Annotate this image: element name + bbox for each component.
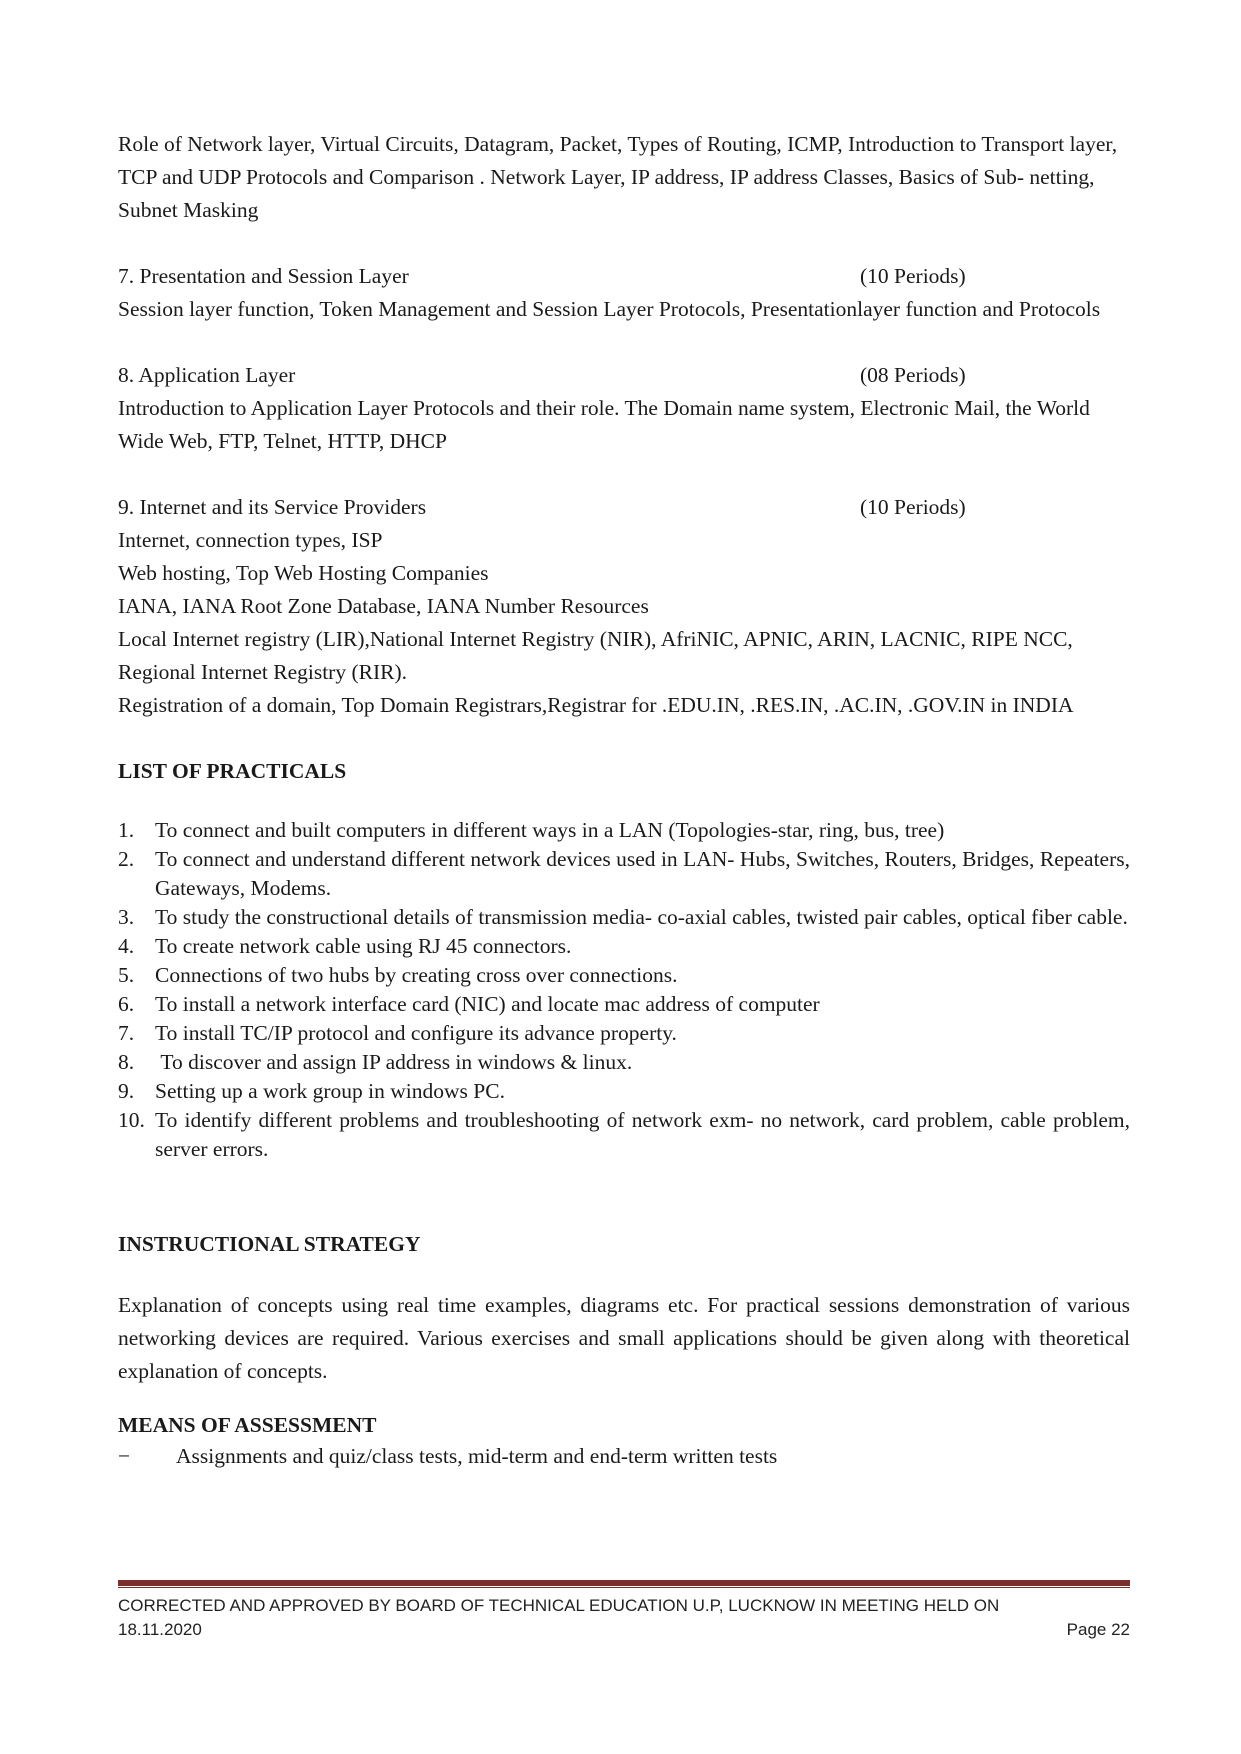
item-number: 4. [118,934,135,958]
dash-bullet: − [118,1444,131,1468]
list-item [118,816,1130,845]
topic-title: 9. Internet and its Service Providers [118,495,427,519]
item-number: 9. [118,1079,135,1103]
topic-periods: (10 Periods) [860,264,966,288]
item-text: Connections of two hubs by creating cross over connections. [155,963,678,987]
item-text: To discover and assign IP address in windows & linux. [155,1050,633,1074]
topic-title: 7. Presentation and Session Layer [118,264,409,288]
topic-content-line: Internet, connection types, ISP [118,528,383,552]
topic-content-line: Local Internet registry (LIR),National Internet Registry (NIR), AfriNIC, APNIC, ARIN, LACNIC, RIPE NCC, Regional Internet Registry (RIR). [118,627,1073,684]
item-text: To connect and built computers in different ways in a LAN (Topologies-star, ring, bus, tree) [155,818,945,842]
assessment-item [118,1440,1130,1473]
item-text: To connect and understand different network devices used in LAN- Hubs, Switches, Routers, Bridges, Repeaters, Gateways, Modems. [155,847,1130,900]
item-number: 8. [118,1050,135,1074]
item-number: 2. [118,847,135,871]
practicals-list [118,816,1130,1164]
topic-content: Session layer function, Token Management and Session Layer Protocols, Presentationlayer function and Protocols [118,297,1101,321]
item-text: To study the constructional details of transmission media- co-axial cables, twisted pair cables, optical fiber cable. [155,905,1128,929]
topic-8 [118,359,1130,458]
item-number: 7. [118,1021,135,1045]
topic-periods: (08 Periods) [860,363,966,387]
list-item [118,990,1130,1019]
footer-approval-text: CORRECTED AND APPROVED BY BOARD OF TECHNICAL EDUCATION U.P, LUCKNOW IN MEETING HELD ON [118,1596,1000,1615]
assessment-heading: MEANS OF ASSESSMENT [118,1413,377,1437]
footer-date: 18.11.2020 [118,1620,202,1639]
list-item [118,903,1130,932]
footer-line-2 [118,1618,1130,1642]
topic-periods: (10 Periods) [860,495,966,519]
list-item [118,932,1130,961]
list-item [118,1019,1130,1048]
list-item [118,961,1130,990]
topic-heading [118,359,1130,392]
item-text: To create network cable using RJ 45 connectors. [155,934,572,958]
topic-title: 8. Application Layer [118,363,296,387]
topic-content-line: Registration of a domain, Top Domain Registrars,Registrar for .EDU.IN, .RES.IN, .AC.IN, .GOV.IN in INDIA [118,693,1074,717]
item-number: 1. [118,818,135,842]
topic-heading [118,260,1130,293]
item-text: To install a network interface card (NIC) and locate mac address of computer [155,992,820,1016]
topic-content: Introduction to Application Layer Protocols and their role. The Domain name system, Electronic Mail, the World Wide Web, FTP, Telnet, HTTP, DHCP [118,396,1090,453]
strategy-heading: INSTRUCTIONAL STRATEGY [118,1232,421,1256]
topic-7 [118,260,1130,326]
strategy-text: Explanation of concepts using real time examples, diagrams etc. For practical sessions demonstration of various networking devices are required. Various exercises and small applications should be given along with theoretical explanation of concepts. [118,1293,1130,1383]
list-item [118,845,1130,903]
item-number: 5. [118,963,135,987]
topic-content-line: Web hosting, Top Web Hosting Companies [118,561,489,585]
document-body [118,128,1130,1473]
page-number: Page 22 [1066,1620,1130,1639]
footer-rule [118,1580,1130,1586]
item-text: To identify different problems and troubleshooting of network exm- no network, card problem, cable problem, server errors. [155,1108,1130,1161]
item-number: 3. [118,905,135,929]
assessment-text: Assignments and quiz/class tests, mid-term and end-term written tests [176,1444,778,1468]
item-number: 10. [118,1108,145,1132]
page-footer [118,1594,1130,1642]
topic-content-line: IANA, IANA Root Zone Database, IANA Number Resources [118,594,649,618]
item-number: 6. [118,992,135,1016]
footer-rule-thin [118,1587,1130,1588]
topic-heading [118,491,1130,524]
list-item [118,1048,1130,1077]
item-text: Setting up a work group in windows PC. [155,1079,505,1103]
list-item [118,1077,1130,1106]
intro-paragraph: Role of Network layer, Virtual Circuits, Datagram, Packet, Types of Routing, ICMP, Introduction to Transport layer, TCP and UDP Protocols and Comparison . Network Layer, IP address, IP address Classes, Basics of Sub- netting, Subnet Masking [118,132,1118,222]
list-item [118,1106,1130,1164]
item-text: To install TC/IP protocol and configure its advance property. [155,1021,677,1045]
topic-9 [118,491,1130,722]
practicals-heading: LIST OF PRACTICALS [118,759,347,783]
